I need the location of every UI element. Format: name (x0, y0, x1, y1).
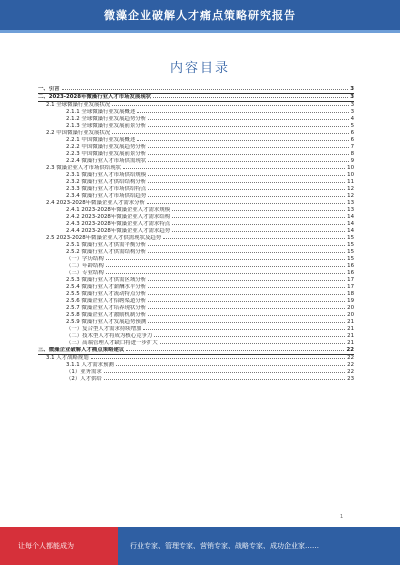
toc-leader-dots (106, 259, 345, 260)
toc-entry-page: 7 (350, 144, 354, 150)
toc-entry-page: 13 (347, 207, 354, 213)
toc-entry-text: 2.5 2023-2028年微藻企业人才供需现状及趋势 (46, 235, 162, 241)
toc-entry-text: 2.1.2 全球微藻行业发展趋势分析 (66, 116, 147, 122)
toc-entry-page: 11 (347, 179, 354, 185)
toc-leader-dots (62, 89, 349, 90)
toc-leader-dots (116, 365, 345, 366)
toc-entry-text: 2.4.2 2023-2028年微藻企业人才需求结构 (66, 214, 171, 220)
toc-leader-dots (106, 273, 345, 274)
toc-leader-dots (148, 308, 345, 309)
toc-entry-text: 2.2.2 中国微藻行业发展趋势分析 (66, 144, 147, 150)
toc-entry-text: 2.5.3 微藻行业人才供需区域分析 (66, 277, 147, 283)
toc-leader-dots (148, 161, 348, 162)
toc-entry-text: 2.4 2023-2028年微藻企业人才需求分析 (46, 200, 145, 206)
toc-entry[interactable] (38, 326, 354, 333)
footer-slogan-right: 行业专家、管理专家、营销专家、战略专家、成功企业家…… (130, 542, 319, 550)
toc-entry-page: 21 (347, 333, 354, 339)
toc-entry-page: 15 (347, 249, 354, 255)
toc-entry-text: 2.2 中国微藻行业发展状况 (46, 130, 111, 136)
toc-entry-text: （一）复合型人才需求持续增加 (66, 326, 142, 332)
toc-title: 内容目录 (169, 61, 230, 76)
toc-entry[interactable] (38, 242, 354, 249)
toc-entry-text: （一）学历结构 (66, 256, 104, 262)
toc-leader-dots (172, 231, 345, 232)
toc-entry-page: 10 (347, 172, 354, 178)
toc-entry[interactable] (38, 298, 354, 305)
toc-entry-text: 一、引言 (38, 86, 60, 92)
toc-leader-dots (148, 119, 348, 120)
footer-slogan-left: 让每个人都能成为 (18, 542, 74, 550)
toc-entry[interactable] (38, 94, 354, 102)
toc-entry[interactable] (38, 347, 354, 355)
toc-entry-page: 20 (347, 305, 354, 311)
toc-entry-text: 2.5.2 微藻行业人才供需结构分析 (66, 249, 147, 255)
toc-entry-text: （三）高端管理人才缺口将进一步扩大 (66, 340, 158, 346)
toc-leader-dots (148, 126, 348, 127)
toc-entry-page: 16 (347, 270, 354, 276)
toc-entry-page: 4 (350, 116, 354, 122)
toc-leader-dots (148, 196, 345, 197)
toc-entry-text: 三、微藻企业破解人才痛点策略建议 (38, 347, 125, 353)
toc-leader-dots (172, 224, 345, 225)
toc-entry-text: （1）业务需求 (66, 369, 102, 375)
toc-entry[interactable] (38, 291, 354, 298)
report-title: 微藻企业破解人才痛点策略研究报告 (104, 9, 296, 22)
toc-entry-page: 10 (347, 165, 354, 171)
table-of-contents (38, 86, 354, 383)
toc-entry-page: 3 (350, 109, 354, 115)
toc-leader-dots (104, 379, 345, 380)
toc-leader-dots (154, 336, 345, 337)
toc-leader-dots (148, 182, 345, 183)
toc-entry-text: 2.5.1 微藻行业人才供需平衡分析 (66, 242, 147, 248)
toc-leader-dots (147, 203, 345, 204)
toc-entry[interactable] (38, 165, 354, 172)
toc-leader-dots (148, 315, 345, 316)
toc-entry-page: 16 (347, 263, 354, 269)
toc-entry-page: 12 (347, 186, 354, 192)
toc-entry-page: 21 (347, 340, 354, 346)
toc-entry-text: 2.4.4 2023-2028年微藻企业人才需求趋势 (66, 228, 171, 234)
toc-entry-page: 5 (350, 123, 354, 129)
toc-entry[interactable] (38, 263, 354, 270)
toc-entry[interactable] (38, 270, 354, 277)
toc-entry-page: 6 (350, 137, 354, 143)
toc-entry-page: 22 (347, 369, 354, 375)
toc-leader-dots (153, 97, 348, 98)
toc-entry[interactable] (38, 249, 354, 256)
toc-entry[interactable] (38, 305, 354, 312)
toc-entry[interactable] (38, 186, 354, 193)
toc-entry[interactable] (38, 228, 354, 235)
toc-entry-page: 13 (347, 200, 354, 206)
toc-leader-dots (148, 280, 345, 281)
toc-entry[interactable] (38, 340, 354, 347)
toc-entry[interactable] (38, 369, 354, 376)
toc-entry-text: 2.3.3 微藻行业人才市场供给特点 (66, 186, 147, 192)
toc-entry-page: 22 (347, 362, 354, 368)
toc-leader-dots (112, 133, 348, 134)
toc-entry-text: （二）年龄结构 (66, 263, 104, 269)
toc-entry-page: 6 (350, 130, 354, 136)
toc-entry-page: 14 (347, 228, 354, 234)
toc-entry[interactable] (38, 109, 354, 116)
toc-entry-page: 21 (347, 319, 354, 325)
toc-entry[interactable] (38, 277, 354, 284)
toc-leader-dots (148, 287, 345, 288)
toc-entry-text: 2.3 微藻企业人才市场供给现状 (46, 165, 121, 171)
toc-entry-page: 14 (347, 214, 354, 220)
toc-entry[interactable] (38, 200, 354, 207)
toc-leader-dots (137, 112, 348, 113)
toc-entry-page: 12 (347, 193, 354, 199)
toc-entry-text: （2）人才供给 (66, 376, 102, 382)
toc-entry-page: 3 (350, 86, 354, 92)
toc-entry-page: 15 (347, 256, 354, 262)
toc-leader-dots (172, 210, 345, 211)
toc-leader-dots (148, 294, 345, 295)
toc-entry[interactable] (38, 116, 354, 123)
toc-entry[interactable] (38, 151, 354, 158)
toc-entry-text: （二）技术型人才将成为核心竞争力 (66, 333, 153, 339)
toc-entry-text: 2.5.8 微藻企业人才激励机制分析 (66, 312, 147, 318)
toc-entry[interactable] (38, 123, 354, 130)
toc-leader-dots (123, 168, 345, 169)
toc-leader-dots (148, 189, 345, 190)
toc-entry[interactable] (38, 130, 354, 137)
toc-entry-text: 2.3.1 微藻行业人才市场供给规模 (66, 172, 147, 178)
toc-entry-text: 2.1 全球微藻行业发展状况 (46, 102, 111, 108)
toc-entry-text: 2.4.1 2023-2028年微藻企业人才需求规模 (66, 207, 171, 213)
page-number: 1 (340, 514, 344, 520)
toc-entry-page: 14 (347, 221, 354, 227)
toc-entry[interactable] (38, 144, 354, 151)
toc-entry-page: 15 (347, 242, 354, 248)
toc-entry-page: 8 (350, 151, 354, 157)
toc-leader-dots (137, 140, 348, 141)
toc-entry-text: 2.5.9 微藻行业人才发展趋势预测 (66, 319, 147, 325)
toc-entry-text: 2.2.3 中国微藻行业发展前景分析 (66, 151, 147, 157)
toc-entry-text: 2.4.3 2023-2028年微藻企业人才需求特点 (66, 221, 171, 227)
toc-entry-page: 20 (347, 312, 354, 318)
toc-entry[interactable] (38, 355, 354, 362)
header-stripe (0, 30, 400, 33)
toc-entry-page: 9 (350, 158, 354, 164)
toc-entry[interactable] (38, 319, 354, 326)
toc-entry-text: 2.5.5 微藻行业人才流动特点分析 (66, 291, 147, 297)
toc-leader-dots (148, 301, 345, 302)
toc-entry-page: 22 (347, 355, 354, 361)
toc-leader-dots (160, 343, 345, 344)
toc-leader-dots (148, 245, 345, 246)
toc-leader-dots (172, 217, 345, 218)
toc-entry-text: 2.2.4 微藻行业人才市场供需现状 (66, 158, 147, 164)
toc-leader-dots (148, 322, 345, 323)
toc-entry[interactable] (38, 193, 354, 200)
toc-leader-dots (104, 372, 345, 373)
toc-entry-page: 21 (347, 326, 354, 332)
toc-entry-page: 15 (347, 235, 354, 241)
toc-leader-dots (148, 147, 348, 148)
toc-entry-text: 2.2.1 中国微藻行业发展概述 (66, 137, 136, 143)
toc-entry[interactable] (38, 221, 354, 228)
toc-entry[interactable] (38, 86, 354, 94)
toc-leader-dots (112, 105, 348, 106)
toc-leader-dots (91, 358, 346, 359)
toc-entry[interactable] (38, 207, 354, 214)
toc-leader-dots (148, 252, 345, 253)
toc-entry[interactable] (38, 235, 354, 242)
toc-entry-text: （三）专业结构 (66, 270, 104, 276)
toc-entry-text: 2.1.3 全球微藻行业发展前景分析 (66, 123, 147, 129)
toc-entry[interactable] (38, 333, 354, 340)
toc-entry[interactable] (38, 312, 354, 319)
toc-entry-text: 2.3.2 微藻行业人才供给结构分析 (66, 179, 147, 185)
toc-entry[interactable] (38, 256, 354, 263)
toc-entry-page: 18 (347, 291, 354, 297)
toc-entry-page: 17 (347, 284, 354, 290)
toc-entry[interactable] (38, 158, 354, 165)
toc-entry-text: 2.5.6 微藻企业人才招聘渠道分析 (66, 298, 147, 304)
toc-entry[interactable] (38, 102, 354, 109)
toc-entry-text: 3.1 人才战略规划 (46, 355, 89, 361)
toc-leader-dots (143, 329, 345, 330)
toc-entry[interactable] (38, 376, 354, 383)
toc-entry-page: 3 (350, 94, 354, 100)
toc-entry[interactable] (38, 214, 354, 221)
toc-entry[interactable] (38, 179, 354, 186)
toc-entry-page: 17 (347, 277, 354, 283)
toc-leader-dots (148, 175, 345, 176)
toc-entry-page: 3 (350, 102, 354, 108)
toc-entry-text: 2.1.1 全球微藻行业发展概述 (66, 109, 136, 115)
toc-entry-text: 二、2023-2028年微藻行业人才市场发展现状 (38, 94, 152, 100)
toc-entry[interactable] (38, 172, 354, 179)
toc-entry[interactable] (38, 137, 354, 144)
toc-leader-dots (126, 350, 344, 351)
toc-leader-dots (148, 154, 348, 155)
toc-entry-page: 23 (347, 376, 354, 382)
toc-entry[interactable] (38, 284, 354, 291)
toc-entry-text: 2.5.4 微藻行业人才薪酬水平分析 (66, 284, 147, 290)
toc-leader-dots (106, 266, 345, 267)
toc-entry-page: 22 (346, 347, 354, 353)
toc-entry-text: 3.1.1 人才需求预测 (66, 362, 114, 368)
toc-entry-text: 2.5.7 微藻企业人才培养现状分析 (66, 305, 147, 311)
toc-entry[interactable] (38, 362, 354, 369)
toc-leader-dots (163, 238, 345, 239)
toc-entry-page: 19 (347, 298, 354, 304)
toc-entry-text: 2.3.4 微藻行业人才市场供给趋势 (66, 193, 147, 199)
